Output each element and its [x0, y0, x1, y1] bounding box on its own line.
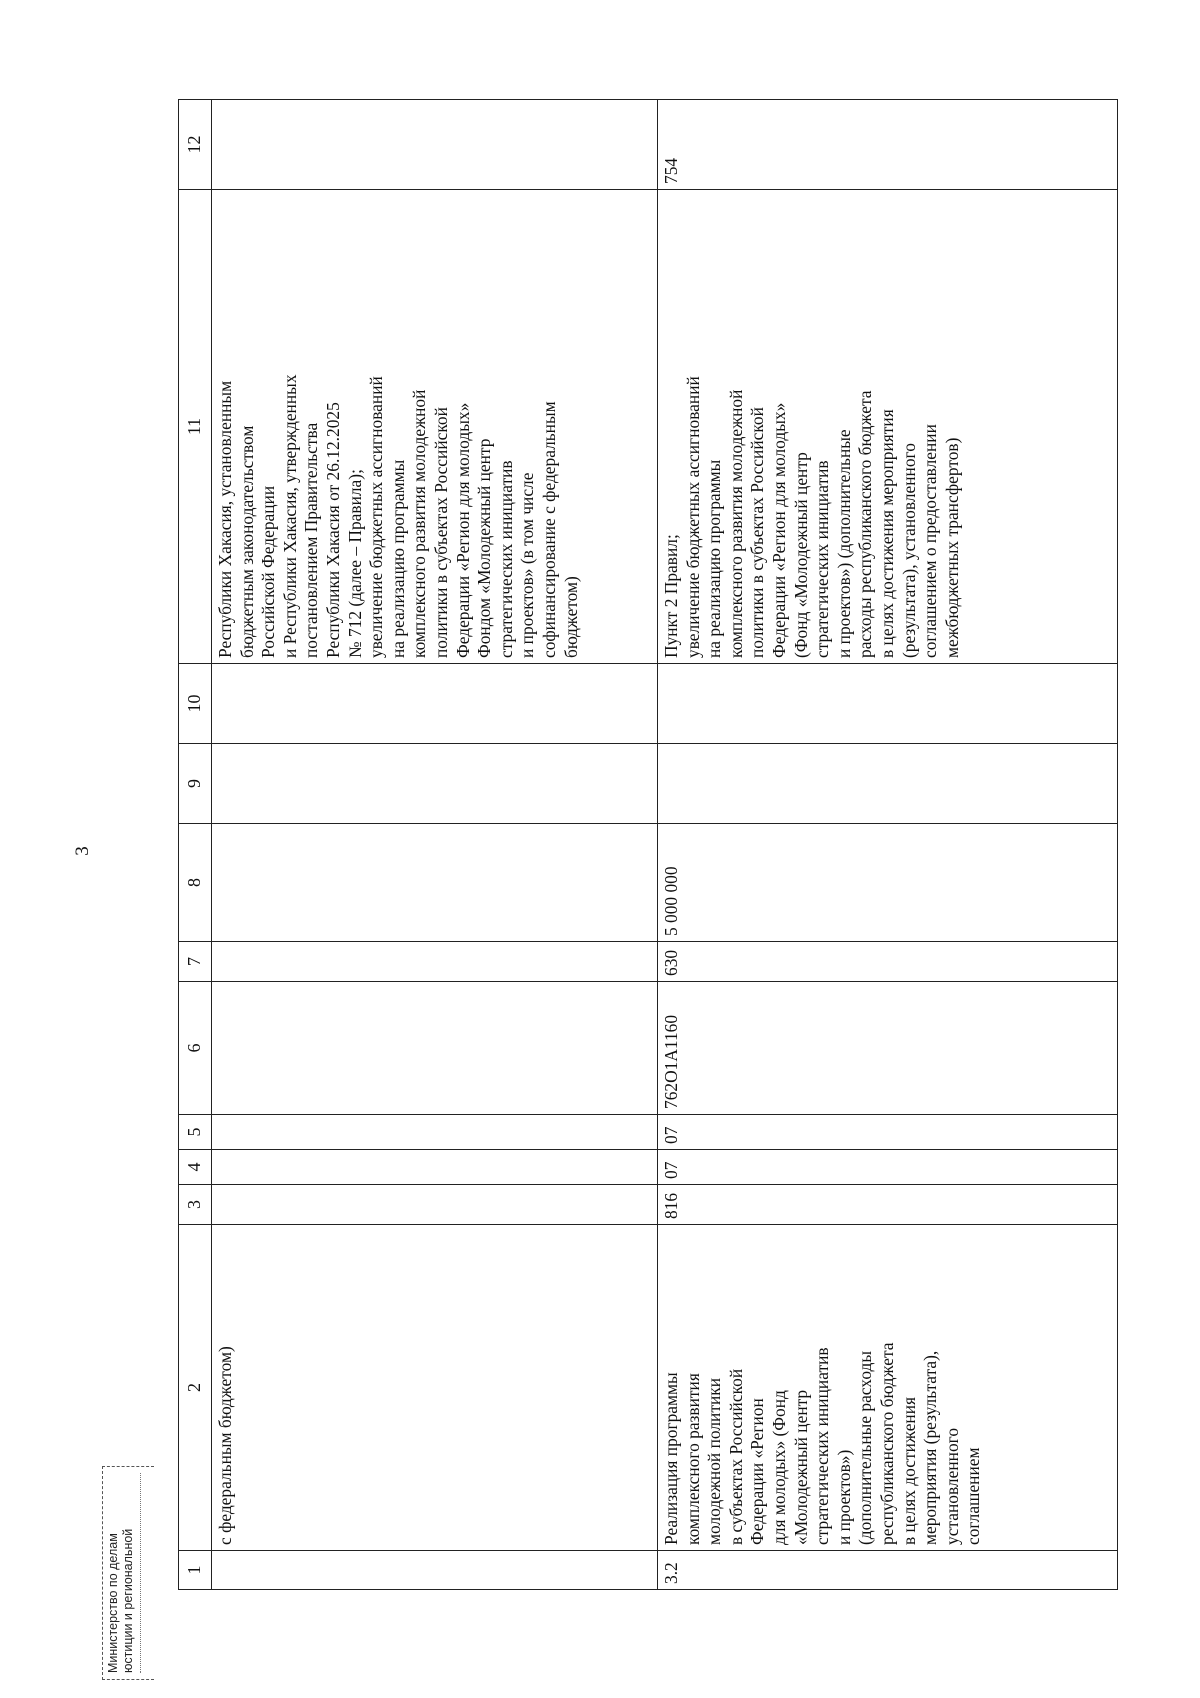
header-row [179, 100, 212, 1590]
header-cell: 10 [179, 664, 212, 744]
header-cell: 6 [179, 982, 212, 1115]
header-cell: 9 [179, 744, 212, 824]
header-cell: 5 [179, 1115, 212, 1150]
document-table [178, 99, 1118, 1590]
cell-col8 [212, 824, 658, 942]
cell-name: с федеральным бюджетом) [212, 1225, 658, 1551]
cell-col9 [212, 744, 658, 824]
cell-col10 [212, 664, 658, 744]
cell-name: Реализация программы комплексного развития молодежной политики в субъектах Российской Федерации «Регион для молодых» (Фонд «Молодежный центр стратегических инициатив и проектов») (дополнительные расходы республиканского бюджета в целях достижения мероприятия (результата), установленного соглашением [658, 1225, 1118, 1551]
cell-col7 [212, 942, 658, 982]
cell-col4: 07 [658, 1150, 1118, 1185]
cell-col4 [212, 1150, 658, 1185]
cell-basis: Пункт 2 Правил; увеличение бюджетных ассигнований на реализацию программы комплексного развития молодежной политики в субъектах Российской Федерации «Регион для молодых» (Фонд «Молодежный центр стратегических инициатив и проектов») (дополнительные расходы республиканского бюджета в целях достижения мероприятия (результата), установленного соглашением о предоставлении межбюджетных трансфертов) [658, 190, 1118, 664]
stamp-faint-line [140, 1473, 147, 1673]
cell-col10 [658, 664, 1118, 744]
cell-number [212, 1551, 658, 1590]
cell-col8: 5 000 000 [658, 824, 1118, 942]
cell-col6: 762О1А1160 [658, 982, 1118, 1115]
cell-col12 [212, 100, 658, 190]
header-cell: 1 [179, 1551, 212, 1590]
cell-col6 [212, 982, 658, 1115]
document-table-rotated [178, 100, 1118, 1590]
cell-col12: 754 [658, 100, 1118, 190]
stamp-line-1: Министерство по делам [106, 1533, 120, 1673]
cell-col7: 630 [658, 942, 1118, 982]
header-cell: 3 [179, 1185, 212, 1225]
cell-col5: 07 [658, 1115, 1118, 1150]
header-cell: 7 [179, 942, 212, 982]
stamp [102, 1466, 154, 1680]
header-cell: 8 [179, 824, 212, 942]
header-cell: 12 [179, 100, 212, 190]
cell-col3: 816 [658, 1185, 1118, 1225]
header-cell: 2 [179, 1225, 212, 1551]
cell-col3 [212, 1185, 658, 1225]
cell-col9 [658, 744, 1118, 824]
cell-number: 3.2 [658, 1551, 1118, 1590]
table-row [658, 100, 1118, 1590]
header-cell: 4 [179, 1150, 212, 1185]
page-number: 3 [71, 846, 93, 856]
header-cell: 11 [179, 190, 212, 664]
cell-col5 [212, 1115, 658, 1150]
stamp-box [102, 1466, 154, 1680]
cell-basis: Республики Хакасия, установленным бюджетным законодательством Российской Федерации и Республики Хакасия, утвержденных постановлением Правительства Республики Хакасия от 26.12.2025 № 712 (далее – Правила); увеличение бюджетных ассигнований на реализацию программы комплексного развития молодежной политики в субъектах Российской Федерации «Регион для молодых» Фондом «Молодежный центр стратегических инициатив и проектов» (в том числе софинансирование с федеральным бюджетом) [212, 190, 658, 664]
table-row [212, 100, 658, 1590]
stamp-line-2: юстиции и региональной [121, 1528, 135, 1673]
